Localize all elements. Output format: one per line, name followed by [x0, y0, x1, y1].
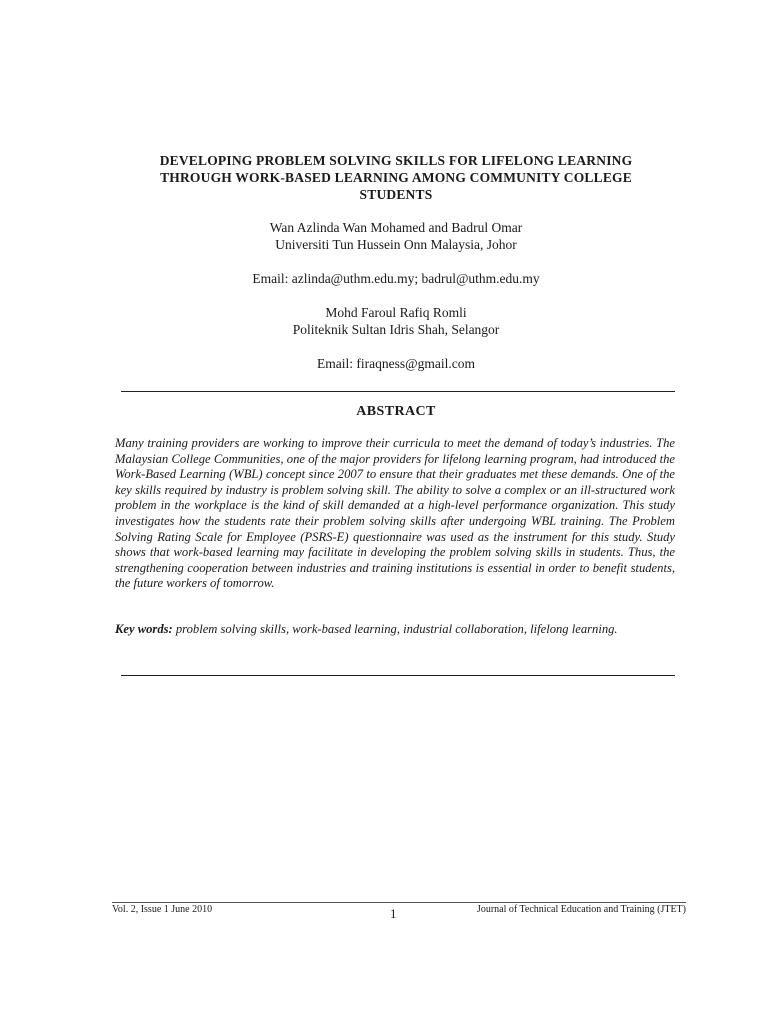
page-number: 1 [390, 906, 397, 921]
author-names-1: Wan Azlinda Wan Mohamed and Badrul Omar [269, 220, 523, 235]
author-affiliation-1: Universiti Tun Hussein Onn Malaysia, Johor [275, 237, 517, 252]
abstract-heading: ABSTRACT [356, 404, 436, 419]
footer-volume-issue: Vol. 2, Issue 1 June 2010 [112, 904, 213, 915]
title-line: THROUGH WORK-BASED LEARNING AMONG COMMUNITY COLLEGE [160, 170, 632, 185]
abstract-divider [121, 675, 675, 676]
paper-title [110, 152, 682, 203]
footer-divider [112, 902, 686, 903]
author-names-2: Mohd Faroul Rafiq Romli [325, 305, 467, 320]
keywords-paragraph [115, 622, 675, 638]
title-line: DEVELOPING PROBLEM SOLVING SKILLS FOR LIFELONG LEARNING [159, 153, 633, 168]
keywords-text: problem solving skills, work-based learning, industrial collaboration, lifelong learning. [172, 622, 618, 636]
keywords-label: Key words: [115, 622, 173, 636]
author-email-2: Email: firaqness@gmail.com [317, 356, 475, 371]
author-email-1: Email: azlinda@uthm.edu.my; badrul@uthm.edu.my [252, 271, 540, 286]
header-divider [121, 391, 675, 392]
abstract-body: Many training providers are working to improve their curricula to meet the demand of today’s industries. The Malaysian College Communities, one of the major providers for lifelong learning program, had introduced the Work-Based Learning (WBL) concept since 2007 to ensure that their graduates met these demands. One of the key skills required by industry is problem solving skill. The ability to solve a complex or an ill-structured work problem in the workplace is the kind of skill demanded at a high-level performance organization. This study investigates how the students rate their problem solving skills after undergoing WBL training. The Problem Solving Rating Scale for Employee (PSRS-E) questionnaire was used as the instrument for this study. Study shows that work-based learning may facilitate in developing the problem solving skills in students. Thus, the strengthening cooperation between industries and training institutions is essential in order to benefit students, the future workers of tomorrow. [115, 436, 675, 591]
title-line: STUDENTS [359, 187, 433, 202]
author-affiliation-2: Politeknik Sultan Idris Shah, Selangor [292, 322, 500, 337]
footer-journal-name: Journal of Technical Education and Training (JTET) [476, 904, 686, 915]
